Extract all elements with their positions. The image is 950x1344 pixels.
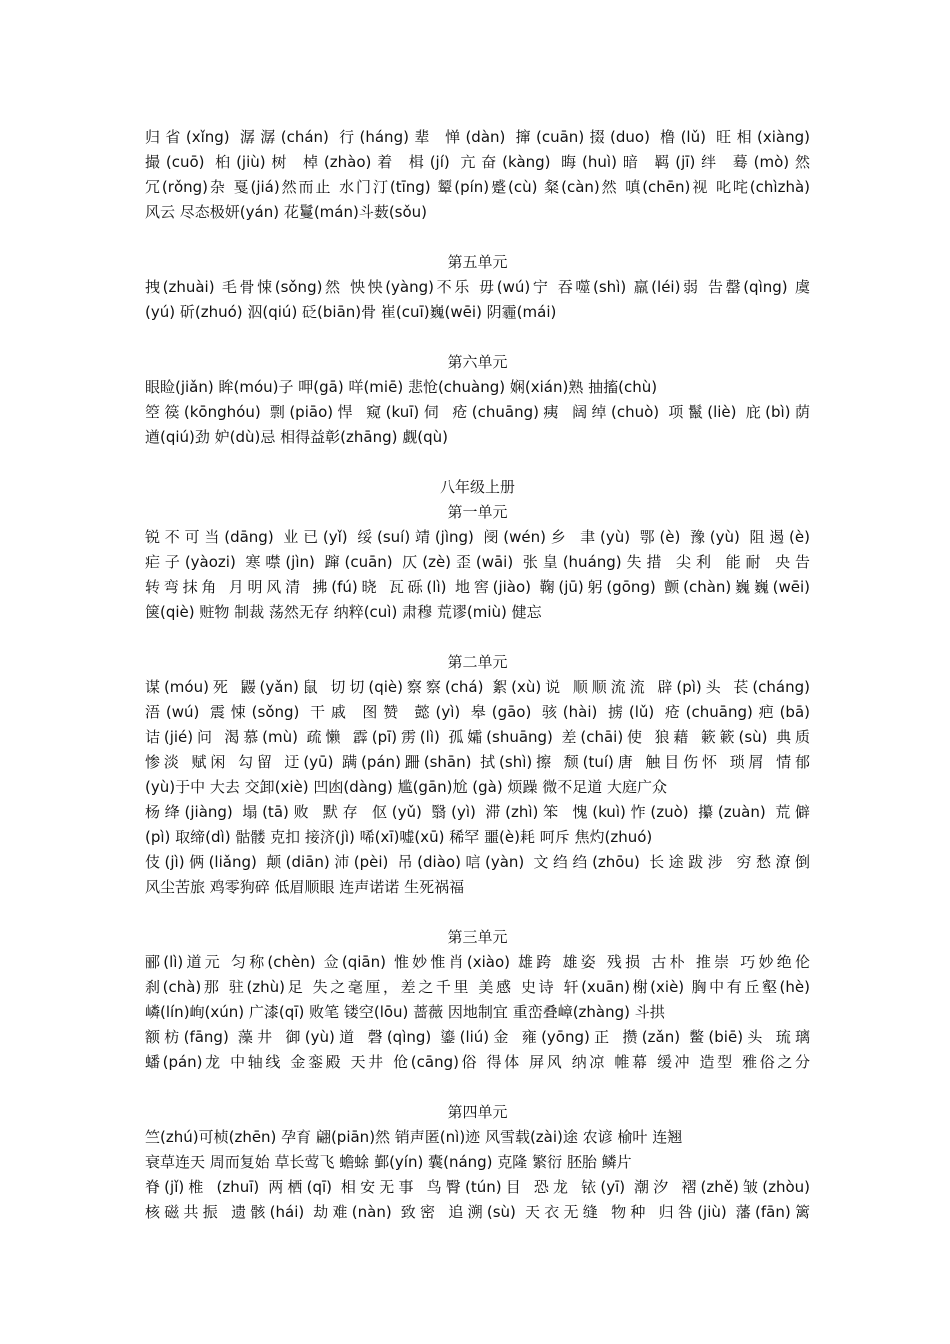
vocab-line: 杨绛(jiàng) 塌(tā)败 默存 伛(yǔ) 翳(yì) 滞(zhì)笨 愧(kuì)怍(zuò) 攥(zuàn) 荒僻 bbox=[145, 803, 810, 821]
vocab-line: 拽(zhuài) 毛骨悚(sǒng)然 怏怏(yàng)不乐 毋(wú)宁 吞噬(shì) 羸(léi)弱 告罄(qìng) 虞 bbox=[145, 278, 810, 296]
g8-unit3-section bbox=[145, 925, 810, 1075]
vocab-line: 嶙(lín)峋(xún) 广漆(qī) 败笔 镂空(lōu) 蔷薇 因地制宜 重峦叠嶂(zhàng) 斗拱 bbox=[145, 1003, 665, 1021]
vocab-line: 核磁共振 遗骸(hái) 劫难(nàn) 致密 追溯(sù) 天衣无缝 物种 归咎(jiù) 藩(fān)篱 bbox=[145, 1203, 810, 1221]
vocab-line: 风尘苦旅 鸡零狗碎 低眉顺眼 连声诺诺 生死祸福 bbox=[145, 878, 465, 896]
vocab-line: 疟子(yàozi) 寒噤(jìn) 蹿(cuān) 仄(zè)歪(wāi) 张皇(huáng)失措 尖利 能耐 央告 bbox=[145, 553, 810, 571]
volume-heading: 八年级上册 bbox=[439, 478, 515, 496]
vocab-line: 眼睑(jiǎn) 眸(móu)子 呷(gā) 咩(miē) 悲怆(chuàng) 娴(xián)熟 抽搐(chù) bbox=[145, 378, 658, 396]
vocab-line: 额枋(fāng) 藻井 御(yù)道 磬(qìng) 鎏(liú)金 雍(yōng)正 攒(zǎn) 鳖(biē)头 琉璃 bbox=[145, 1028, 810, 1046]
vocab-line: 诘(jié)问 渴慕(mù) 疏懒 霹(pī)雳(lì) 孤孀(shuāng) 差(chāi)使 狼藉 簌簌(sù) 典质 bbox=[145, 728, 810, 746]
vocab-line: 风云 尽态极妍(yán) 花鬘(mán)斗薮(sǒu) bbox=[145, 203, 428, 221]
vocab-line: 竺(zhú)可桢(zhēn) 孕育 翩(piān)然 销声匿(nì)迹 风雪载(zài)途 农谚 榆叶 连翘 bbox=[145, 1128, 683, 1146]
vocab-line: 惨淡 赋闲 勾留 迂(yū) 蹒(pán)跚(shān) 拭(shì)擦 颓(tuí)唐 触目伤怀 琐屑 情郁 bbox=[145, 753, 810, 771]
section-heading: 第二单元 bbox=[447, 653, 508, 671]
top-vocab-block bbox=[145, 125, 810, 225]
vocab-line: 脊(jǐ)椎 (zhuī) 两栖(qī) 相安无事 鸟臀(tún)目 恐龙 铱(yī) 潮汐 褶(zhě)皱(zhòu) bbox=[145, 1178, 810, 1196]
vocab-line: 冗(rǒng)杂 戛(jiá)然而止 水门汀(tīng) 颦(pín)蹙(cù) 粲(càn)然 嗔(chēn)视 叱咤(chìzhà) bbox=[145, 178, 810, 196]
vocab-line: 遒(qiú)劲 妒(dù)忌 相得益彰(zhāng) 觑(qù) bbox=[145, 428, 448, 446]
vocab-line: 箧(qiè) 赃物 制裁 荡然无存 纳粹(cuì) 肃穆 荒谬(miù) 健忘 bbox=[145, 603, 542, 621]
g8-unit4-section bbox=[145, 1100, 810, 1225]
vocab-line: 浯(wú) 震悚(sǒng) 干戚 图赞 懿(yì) 皋(gāo) 骇(hài) 掳(lǔ) 疮(chuāng)疤(bā) bbox=[145, 703, 810, 721]
vocab-line: 郦(lì)道元 匀称(chèn) 佥(qiān) 惟妙惟肖(xiào) 雄跨 雄姿 残损 古朴 推崇 巧妙绝伦 bbox=[145, 953, 810, 971]
vocab-line: 箜篌(kōnghóu) 剽(piāo)悍 窥(kuī)伺 疮(chuāng)痍 阔绰(chuò) 项鬣(liè) 庇(bì)荫 bbox=[145, 403, 810, 421]
vocab-line: (pì) 取缔(dì) 骷髅 克扣 接济(jì) 唏(xī)嘘(xū) 稀罕 噩(è)耗 呵斥 焦灼(zhuó) bbox=[145, 828, 653, 846]
g8-unit2-section bbox=[145, 650, 810, 900]
document-page bbox=[145, 125, 810, 1225]
section-heading: 第三单元 bbox=[447, 928, 508, 946]
vocab-line: (yú) 斫(zhuó) 泅(qiú) 砭(biān)骨 崔(cuī)巍(wēi) 阴霾(mái) bbox=[145, 303, 557, 321]
section-heading: 第六单元 bbox=[447, 353, 508, 371]
vocab-line: 伎(jì)俩(liǎng) 颠(diān)沛(pèi) 吊(diào)唁(yàn) 文绉绉(zhōu) 长途跋涉 穷愁潦倒 bbox=[145, 853, 810, 871]
section-heading: 第四单元 bbox=[447, 1103, 508, 1121]
unit6-section bbox=[145, 350, 810, 450]
vocab-line: (yù)于中 大去 交卸(xiè) 凹凼(dàng) 尴(gān)尬 (gà) 烦躁 微不足道 大庭广众 bbox=[145, 778, 667, 796]
vocab-line: 转弯抹角 月明风清 拂(fú)晓 瓦砾(lì) 地窖(jiào) 鞠(jū)躬(gōng) 颤(chàn)巍巍(wēi) bbox=[145, 578, 810, 596]
vocab-line: 蟠(pán)龙 中轴线 金銮殿 天井 伧(cāng)俗 得体 屏风 纳凉 帷幕 缓冲 造型 雅俗之分 bbox=[145, 1053, 810, 1071]
section-heading: 第五单元 bbox=[447, 253, 508, 271]
vocab-line: 衰草连天 周而复始 草长莺飞 蟾蜍 鄞(yín) 囊(náng) 克隆 繁衍 胚胎 鳞片 bbox=[145, 1153, 632, 1171]
unit5-section bbox=[145, 250, 810, 325]
vocab-line: 撮(cuō) 桕(jiù)树 棹(zhào)着 楫(jí) 亢奋(kàng) 晦(huì)暗 羁(jī)绊 蓦(mò)然 bbox=[145, 153, 810, 171]
vocab-line: 谋(móu)死 鼹(yǎn)鼠 切切(qiè)察察(chá) 絮(xù)说 顺顺流流 辟(pì)头 苌(cháng) bbox=[145, 678, 810, 696]
vocab-line: 归省(xǐng) 潺潺(chán) 行(háng)辈 惮(dàn) 撺(cuān)掇(duo) 橹(lǔ) 旺相(xiàng) bbox=[145, 128, 810, 146]
section-heading: 第一单元 bbox=[447, 503, 508, 521]
vocab-line: 锐不可当(dāng) 业已(yǐ) 绥(suí)靖(jìng) 阌(wén)乡 聿(yù) 鄂(è) 豫(yù) 阻遏(è) bbox=[145, 528, 810, 546]
vocab-line: 刹(chà)那 驻(zhù)足 失之毫厘，差之千里 美感 史诗 轩(xuān)榭(xiè) 胸中有丘壑(hè) bbox=[145, 978, 810, 996]
grade8-volume1 bbox=[145, 475, 810, 625]
